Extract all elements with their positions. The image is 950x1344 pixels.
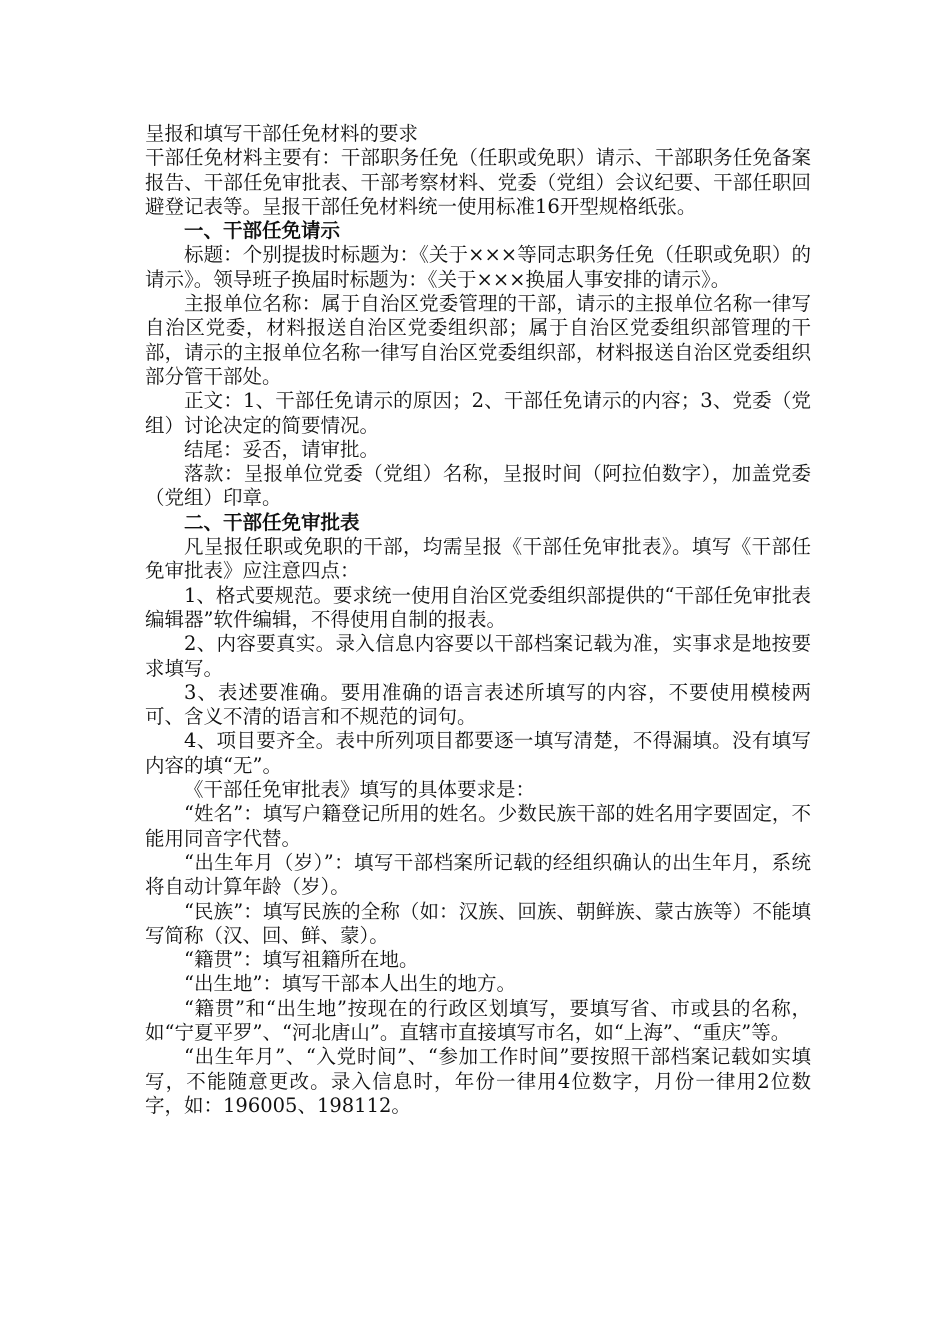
paragraph: 4、项目要齐全。表中所列项目都要逐一填写清楚，不得漏填。没有填写内容的填“无”。 xyxy=(145,729,811,777)
paragraph: “姓名”：填写户籍登记所用的姓名。少数民族干部的姓名用字要固定，不能用同音字代替。 xyxy=(145,802,811,850)
paragraph: 2、内容要真实。录入信息内容要以干部档案记载为准，实事求是地按要求填写。 xyxy=(145,632,811,680)
paragraph: 1、格式要规范。要求统一使用自治区党委组织部提供的“干部任免审批表编辑器”软件编辑，不得使用自制的报表。 xyxy=(145,583,811,631)
intro-paragraph: 干部任免材料主要有：干部职务任免（任职或免职）请示、干部职务任免备案报告、干部任免审批表、干部考察材料、党委（党组）会议纪要、干部任职回避登记表等。呈报干部任免材料统一使用标准16开型规格纸张。 xyxy=(145,146,811,218)
section-heading: 一、干部任免请示 xyxy=(184,219,341,243)
paragraph: 结尾：妥否，请审批。 xyxy=(184,437,380,461)
document-page xyxy=(145,122,811,1118)
paragraph: “出生地”：填写干部本人出生的地方。 xyxy=(184,972,516,996)
paragraph: “出生年月”、“入党时间”、“参加工作时间”要按照干部档案记载如实填写，不能随意更改。录入信息时，年份一律用4位数字，月份一律用2位数字，如：196005、198112。 xyxy=(145,1045,811,1117)
paragraph: “民族”：填写民族的全称（如：汉族、回族、朝鲜族、蒙古族等）不能填写简称（汉、回、鲜、蒙）。 xyxy=(145,899,811,947)
paragraph: 落款：呈报单位党委（党组）名称，呈报时间（阿拉伯数字），加盖党委（党组）印章。 xyxy=(145,462,811,510)
paragraph: 《干部任免审批表》填写的具体要求是： xyxy=(184,778,536,802)
paragraph: 凡呈报任职或免职的干部，均需呈报《干部任免审批表》。填写《干部任免审批表》应注意四点： xyxy=(145,535,811,583)
paragraph: 正文：1、干部任免请示的原因；2、干部任免请示的内容；3、党委（党组）讨论决定的简要情况。 xyxy=(145,389,811,437)
paragraph: 主报单位名称：属于自治区党委管理的干部，请示的主报单位名称一律写自治区党委，材料报送自治区党委组织部；属于自治区党委组织部管理的干部，请示的主报单位名称一律写自治区党委组织部，材料报送自治区党委组织部分管干部处。 xyxy=(145,292,811,388)
section-heading: 二、干部任免审批表 xyxy=(184,510,360,534)
document-title: 呈报和填写干部任免材料的要求 xyxy=(145,122,419,145)
paragraph: 3、表述要准确。要用准确的语言表述所填写的内容，不要使用模棱两可、含义不清的语言和不规范的词句。 xyxy=(145,680,811,729)
paragraph: “出生年月（岁）”：填写干部档案所记载的经组织确认的出生年月，系统将自动计算年龄（岁）。 xyxy=(145,850,811,899)
paragraph: “籍贯”和“出生地”按现在的行政区划填写，要填写省、市或县的名称，如“宁夏平罗”、“河北唐山”。直辖市直接填写市名，如“上海”、“重庆”等。 xyxy=(145,996,811,1044)
paragraph: “籍贯”：填写祖籍所在地。 xyxy=(184,948,419,972)
paragraph: 标题：个别提拔时标题为：《关于×××等同志职务任免（任职或免职）的请示》。领导班子换届时标题为：《关于×××换届人事安排的请示》。 xyxy=(145,243,811,291)
